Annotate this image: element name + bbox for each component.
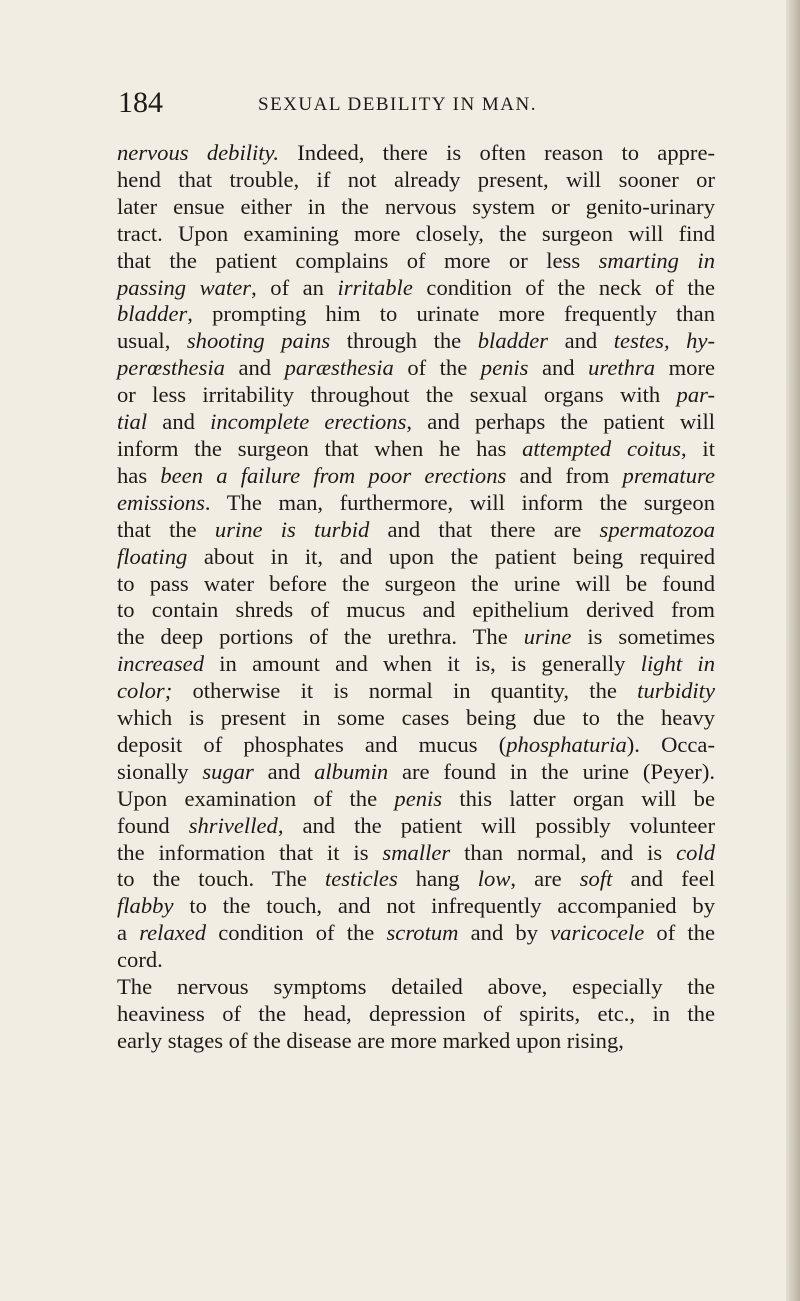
text-run: the information that it is — [117, 839, 383, 865]
italic-term: low — [477, 866, 511, 892]
page-edge — [786, 0, 800, 1301]
text-line — [117, 517, 715, 544]
text-run: Indeed, there is often reason to appre- — [278, 140, 715, 165]
text-run: ). Occa- — [626, 731, 715, 757]
text-line — [117, 920, 715, 947]
italic-term: smaller — [382, 839, 451, 865]
text-run: otherwise it is normal in quantity, the — [172, 678, 638, 704]
text-run: , of an — [251, 274, 338, 300]
text-run: to pass water before the surgeon the urine will be found — [117, 570, 715, 596]
italic-term: albumin — [314, 758, 389, 784]
text-line — [117, 436, 715, 463]
italic-term: passing water — [117, 274, 252, 300]
italic-term: nervous debility. — [117, 140, 279, 165]
text-line — [117, 544, 715, 571]
text-run: and — [528, 355, 589, 381]
text-line — [117, 893, 715, 920]
text-line — [117, 678, 715, 705]
text-line — [117, 759, 715, 786]
italic-term: soft — [579, 866, 613, 892]
text-line — [117, 221, 715, 248]
text-run: has — [117, 462, 161, 488]
text-run: more — [655, 355, 715, 381]
italic-term: premature — [622, 462, 715, 488]
text-run: tract. Upon examining more closely, the surgeon will find — [117, 220, 715, 246]
text-line — [117, 140, 715, 167]
text-run: and that there are — [369, 516, 600, 542]
text-run: later ensue either in the nervous system or genito-urinary — [117, 193, 715, 219]
italic-term: par- — [676, 382, 715, 408]
running-title: SEXUAL DEBILITY IN MAN. — [258, 94, 538, 115]
text-run: Upon examination of the — [117, 785, 395, 811]
text-line — [117, 786, 715, 813]
italic-term: turbidity — [637, 678, 715, 704]
text-run: the deep portions of the urethra. The — [117, 624, 524, 650]
text-run: this latter organ will be — [442, 785, 715, 811]
italic-term: increased — [117, 651, 204, 677]
text-run: which is present in some cases being due to the heavy — [117, 705, 715, 731]
page-number: 184 — [118, 86, 163, 119]
text-line — [117, 597, 715, 624]
text-line — [117, 194, 715, 221]
text-line — [117, 840, 715, 867]
text-line — [117, 490, 715, 517]
italic-term: been a failure from poor erections — [160, 462, 507, 488]
text-run: through the — [330, 328, 478, 354]
text-line — [117, 866, 715, 893]
italic-term: cold — [676, 839, 715, 865]
text-run: sionally — [117, 758, 203, 784]
text-run: early stages of the disease are more marked upon rising, — [117, 1027, 624, 1053]
italic-term: tial — [117, 409, 148, 435]
text-run: or less irritability throughout the sexual organs with — [117, 382, 677, 408]
italic-term: bladder — [477, 328, 549, 354]
italic-term: shooting pains — [186, 328, 331, 354]
text-run: heaviness of the head, depression of spirits, etc., in the — [117, 1001, 715, 1026]
text-line — [117, 1001, 715, 1028]
italic-term: floating — [117, 543, 188, 569]
italic-term: emissions — [117, 489, 205, 515]
text-run: , and the patient will possibly volunteer — [277, 812, 715, 838]
text-line — [117, 705, 715, 732]
italic-term: attempted coitus — [522, 435, 681, 461]
text-run: condition of the neck of the — [412, 274, 716, 300]
italic-term: paræsthesia — [284, 355, 394, 381]
italic-term: irritable — [337, 274, 413, 300]
page-header — [118, 86, 718, 126]
text-line — [117, 382, 715, 409]
text-line — [117, 1028, 715, 1055]
italic-term: perœsthesia — [117, 355, 225, 381]
text-run: , and perhaps the patient will — [406, 409, 715, 435]
text-run: of the — [644, 920, 715, 946]
text-run: found — [117, 812, 189, 838]
text-line — [117, 355, 715, 382]
text-run: and — [147, 409, 211, 435]
text-run: about in it, and upon the patient being required — [187, 543, 715, 569]
text-line — [117, 947, 715, 974]
text-line — [117, 624, 715, 651]
text-run: condition of the — [206, 920, 387, 946]
italic-term: urine is turbid — [214, 516, 370, 542]
text-line — [117, 732, 715, 759]
text-run: and — [548, 328, 614, 354]
italic-term: smarting in — [598, 247, 715, 273]
italic-term: varicocele — [550, 920, 645, 946]
italic-term: flabby — [117, 893, 174, 919]
italic-term: scrotum — [386, 920, 459, 946]
text-line — [117, 974, 715, 1001]
text-run: and from — [506, 462, 623, 488]
text-run: and — [224, 355, 285, 381]
text-run: to the touch, and not infrequently accompanied by — [173, 893, 715, 919]
text-run: and by — [458, 920, 551, 946]
text-run: than normal, and is — [450, 839, 677, 865]
body-text — [117, 140, 715, 1055]
text-run: and — [253, 758, 315, 784]
text-run: of the — [393, 355, 481, 381]
text-line — [117, 813, 715, 840]
italic-term: spermatozoa — [599, 516, 716, 542]
italic-term: relaxed — [139, 920, 207, 946]
italic-term: penis — [394, 785, 443, 811]
text-run: hend that trouble, if not already present, will sooner or — [117, 166, 715, 192]
text-run: deposit of phosphates and mucus ( — [117, 731, 507, 757]
text-line — [117, 275, 715, 302]
text-run: to contain shreds of mucus and epithelium derived from — [117, 597, 715, 623]
text-run: hang — [397, 866, 478, 892]
text-run: , prompting him to urinate more frequently than — [187, 301, 715, 327]
italic-term: testicles — [324, 866, 398, 892]
text-run: that the patient complains of more or less — [117, 247, 599, 273]
text-run: cord. — [117, 947, 163, 973]
text-run: The nervous symptoms detailed above, especially the — [117, 974, 715, 1000]
text-run: inform the surgeon that when he has — [117, 435, 523, 461]
text-run: is sometimes — [571, 624, 715, 650]
italic-term: phosphaturia — [506, 731, 627, 757]
text-run: , it — [680, 435, 715, 461]
text-line — [117, 463, 715, 490]
text-line — [117, 301, 715, 328]
text-run: in amount and when it is, is generally — [204, 651, 641, 677]
text-line — [117, 571, 715, 598]
text-line — [117, 409, 715, 436]
text-run: , are — [510, 866, 580, 892]
text-run: are found in the urine (Peyer). — [388, 758, 715, 784]
text-run: to the touch. The — [117, 866, 325, 892]
text-run: that the — [117, 516, 215, 542]
text-run: . The man, furthermore, will inform the surgeon — [204, 489, 715, 515]
text-run: usual, — [117, 328, 187, 354]
text-line — [117, 328, 715, 355]
italic-term: testes, hy- — [613, 328, 716, 354]
italic-term: incomplete erections — [210, 409, 407, 435]
text-line — [117, 651, 715, 678]
text-run: a — [117, 920, 140, 946]
italic-term: shrivelled — [188, 812, 278, 838]
text-line — [117, 167, 715, 194]
italic-term: color; — [117, 678, 173, 704]
text-run: and feel — [612, 866, 716, 892]
italic-term: urethra — [588, 355, 656, 381]
italic-term: urine — [523, 624, 572, 650]
text-line — [117, 248, 715, 275]
italic-term: bladder — [117, 301, 188, 327]
italic-term: sugar — [202, 758, 254, 784]
italic-term: light in — [640, 651, 716, 677]
italic-term: penis — [480, 355, 529, 381]
